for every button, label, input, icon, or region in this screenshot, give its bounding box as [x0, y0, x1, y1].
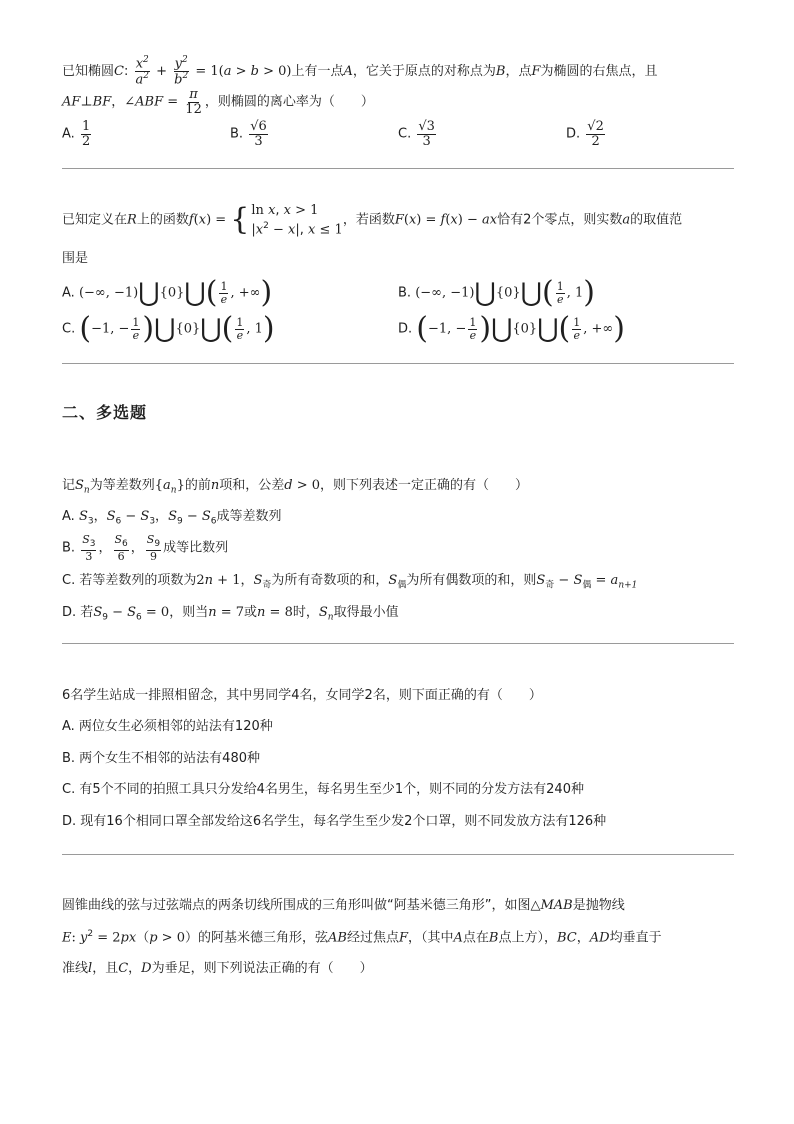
option-den: 2 — [591, 133, 600, 149]
option-letter: A. — [62, 285, 75, 301]
q5-text: ，且 — [92, 961, 119, 976]
q3-text: 若 — [80, 605, 94, 620]
q3-text: 的前 — [184, 478, 211, 493]
q5-stem-line1: 圆锥曲线的弦与过弦端点的两条切线所围成的三角形叫做“阿基米德三角形”，如图△MAB是抛物线 — [62, 898, 625, 913]
option-letter: D. — [398, 321, 413, 337]
option-letter: C. — [62, 573, 76, 588]
q3-option-d[interactable]: D. 若$S_9 - S_6 = 0$，则当n = 7或n = 8时，$S_n$取得最小值 — [62, 605, 399, 623]
q1-option-b[interactable] — [230, 120, 270, 148]
q3-text: 为等差数列 — [89, 478, 155, 493]
q5-text: 为垂足，则下列说法正确的有（ ） — [151, 961, 373, 976]
q3-text: ，则当 — [169, 605, 209, 620]
q2-option-b[interactable]: B. (−∞, −1)⋃{0}⋃( $\frac{1}{e}$ , 1) — [398, 275, 595, 310]
option-letter: B. — [230, 126, 244, 142]
q4-option-c[interactable]: C. 有5个不同的拍照工具只分发给4名男生，每名男生至少1个，则不同的分发方法有240种 — [62, 782, 584, 797]
divider — [62, 168, 734, 169]
q1-stem-line2: AF⊥BF，∠ABF = $\frac{\pi}{12}$ ，则椭圆的离心率为（ ） — [62, 87, 374, 117]
option-num: √2 — [587, 119, 604, 134]
q5-text: ）的阿基米德三角形，弦 — [184, 930, 328, 946]
option-den: 2 — [81, 133, 91, 149]
divider — [62, 363, 734, 364]
q4-option-b[interactable]: B. 两个女生不相邻的站法有480种 — [62, 751, 260, 766]
q4-option-a[interactable]: A. 两位女生必须相邻的站法有120种 — [62, 719, 273, 734]
q3-text: 项和，公差 — [219, 478, 285, 493]
divider — [62, 643, 734, 644]
q3-text: 或 — [244, 605, 258, 620]
option-num: 1 — [81, 119, 91, 134]
q5-stem-line2: E: $y^2 = 2px(p > 0)$的阿基米德三角形，弦AB经过焦点F，（其中A点在B点上方），BC，AD均垂直于 — [62, 929, 662, 946]
q3-stem: 记$S_n$为等差数列$\{a_n\}$的前n项和，公差d > 0，则下列表述一定正确的有（ ） — [62, 478, 529, 496]
option-letter: B. — [398, 285, 412, 301]
q3-text: 取得最小值 — [333, 605, 399, 620]
q5-text: ， — [576, 930, 590, 946]
q5-text: 圆锥曲线的弦与过弦端点的两条切线所围成的三角形叫做“阿基米德三角形”，如图△ — [62, 898, 541, 913]
option-letter: A. — [62, 509, 75, 524]
q5-text: ，（其中 — [408, 930, 454, 946]
q1-text: ，则椭圆的离心率为（ ） — [204, 94, 374, 110]
q5-text: ， — [128, 961, 142, 976]
q1-text: ，点 — [505, 63, 532, 79]
option-den: 3 — [254, 133, 263, 149]
divider — [62, 854, 734, 855]
q2-text: ，若函数 — [342, 212, 395, 228]
q3-text: 成等比数列 — [163, 540, 229, 556]
q2-option-d[interactable]: D. (−1, − $\frac{1}{e}$ )⋃{0}⋃( $\frac{1}{e}$ , +∞) — [398, 311, 625, 346]
q3-text: 时， — [292, 605, 319, 620]
q3-text: ，则下列表述一定正确的有（ ） — [320, 478, 529, 493]
q3-text: 为所有偶数项的和，则 — [406, 573, 537, 588]
q3-text: 为所有奇数项的和， — [271, 573, 389, 588]
q3-text: 成等差数列 — [216, 509, 282, 524]
option-num: √3 — [418, 119, 435, 134]
q3-option-b[interactable]: B. $\frac{S_3}{3}$ ， $\frac{S_6}{6}$ ， $\frac{S_9}{9}$ 成等比数列 — [62, 533, 229, 563]
q4-option-d[interactable]: D. 现有16个相同口罩全部发给这6名学生，每名学生至少发2个口罩，则不同发放方法有126种 — [62, 814, 607, 829]
q1-text: 已知椭圆 — [62, 63, 115, 79]
q5-text: （ — [136, 930, 150, 946]
option-letter: B. — [62, 540, 76, 556]
q1-option-a[interactable] — [62, 120, 93, 148]
section-title: 二、多选题 — [62, 403, 148, 422]
q2-stem-line1: 已知定义在R上的函数f(x) = { ln x, x > 1 $|x^2 - x|$, x ≤ 1 ，若函数F(x) = f(x) − ax恰有2个零点，则实数a的取值范 — [62, 202, 683, 238]
q1-text: 为椭圆的右焦点，且 — [540, 63, 658, 79]
q1-option-d[interactable] — [566, 120, 607, 148]
option-letter: A. — [62, 126, 75, 142]
option-letter: C. — [62, 321, 76, 337]
q1-stem-line1: 已知椭圆C: $\frac{x^2}{a^2}$ + $\frac{y^2}{b^2}$ = 1(a > b > 0)上有一点A，它关于原点的对称点为B，点F为椭圆的右焦点，且 — [62, 55, 658, 88]
q2-text: 的取值范 — [630, 212, 683, 228]
q3-option-a[interactable]: A. $S_3$，$S_6 - S_3$，$S_9 - S_6$成等差数列 — [62, 509, 282, 527]
q2-stem-line2 — [62, 252, 88, 265]
q1-option-c[interactable] — [398, 120, 438, 148]
option-num: √6 — [250, 119, 267, 134]
option-letter: D. — [566, 126, 581, 142]
q5-text: 准线 — [62, 961, 89, 976]
q5-text: 点在 — [462, 930, 489, 946]
option-den: 3 — [422, 133, 431, 149]
q3-text: 若等差数列的项数为 — [79, 573, 197, 588]
q5-text: 经过焦点 — [346, 930, 399, 946]
q5-stem-line3: 准线l，且C，D为垂足，则下列说法正确的有（ ） — [62, 961, 373, 976]
q5-text: 均垂直于 — [609, 930, 662, 946]
q5-text: 点上方）， — [498, 930, 557, 946]
q2-text: 围是 — [62, 251, 89, 266]
q2-text: 上的函数 — [136, 212, 189, 228]
q5-text: 是抛物线 — [572, 898, 625, 913]
q2-text: 已知定义在 — [62, 212, 128, 228]
option-letter: D. — [62, 605, 77, 620]
q3-option-c[interactable]: C. 若等差数列的项数为2n + 1，$S_奇$为所有奇数项的和，$S_偶$为所有偶数项的和，则$S_奇 - S_偶 = a_{n+1}$ — [62, 573, 638, 591]
q3-text: 记 — [62, 478, 76, 493]
q2-option-c[interactable]: C. (−1, − $\frac{1}{e}$ )⋃{0}⋃( $\frac{1}{e}$ , 1) — [62, 311, 275, 346]
q2-text: 恰有2个零点，则实数 — [497, 212, 623, 228]
q1-text: 上有一点 — [291, 63, 344, 79]
q1-text: ，它关于原点的对称点为 — [352, 63, 496, 79]
q2-option-a[interactable]: A. (−∞, −1)⋃{0}⋃( $\frac{1}{e}$ , +∞) — [62, 275, 273, 310]
option-letter: C. — [398, 126, 412, 142]
q4-stem: 6名学生站成一排照相留念，其中男同学4名，女同学2名，则下面正确的有（ ） — [62, 688, 542, 703]
